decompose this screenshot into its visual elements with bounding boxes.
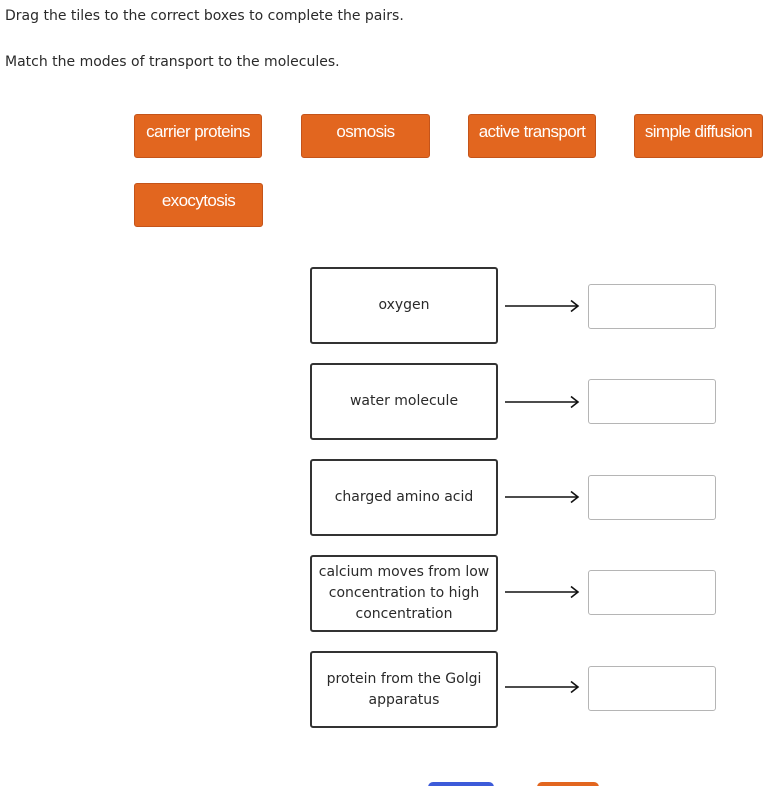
arrow-right-icon xyxy=(505,490,581,504)
drop-target-water-molecule[interactable] xyxy=(588,379,716,424)
term-label: water molecule xyxy=(349,393,459,409)
tile-carrier-proteins[interactable]: carrier proteins xyxy=(134,114,262,158)
term-label: oxygen xyxy=(378,297,430,313)
term-box-oxygen xyxy=(310,267,498,344)
secondary-button-partial[interactable] xyxy=(537,782,599,786)
drop-target-charged-amino-acid[interactable] xyxy=(588,475,716,520)
drop-target-oxygen[interactable] xyxy=(588,284,716,329)
primary-button-partial[interactable] xyxy=(428,782,494,786)
arrow-right-icon xyxy=(505,680,581,694)
term-label: calcium moves from low concentration to high concentration xyxy=(318,564,490,622)
term-box-calcium xyxy=(310,555,498,632)
tile-exocytosis[interactable]: exocytosis xyxy=(134,183,263,227)
term-label: protein from the Golgi apparatus xyxy=(326,670,482,708)
term-box-charged-amino-acid xyxy=(310,459,498,536)
term-label: charged amino acid xyxy=(334,489,474,505)
drop-target-calcium[interactable] xyxy=(588,570,716,615)
arrow-right-icon xyxy=(505,395,581,409)
instruction-drag-tiles: Drag the tiles to the correct boxes to complete the pairs. xyxy=(5,8,404,24)
arrow-right-icon xyxy=(505,299,581,313)
tile-active-transport[interactable]: active transport xyxy=(468,114,596,158)
drop-target-protein-golgi[interactable] xyxy=(588,666,716,711)
instruction-match-modes: Match the modes of transport to the molecules. xyxy=(5,54,340,70)
tile-osmosis[interactable]: osmosis xyxy=(301,114,430,158)
term-box-water-molecule xyxy=(310,363,498,440)
tile-simple-diffusion[interactable]: simple diffusion xyxy=(634,114,763,158)
arrow-right-icon xyxy=(505,585,581,599)
term-box-protein-golgi xyxy=(310,651,498,728)
